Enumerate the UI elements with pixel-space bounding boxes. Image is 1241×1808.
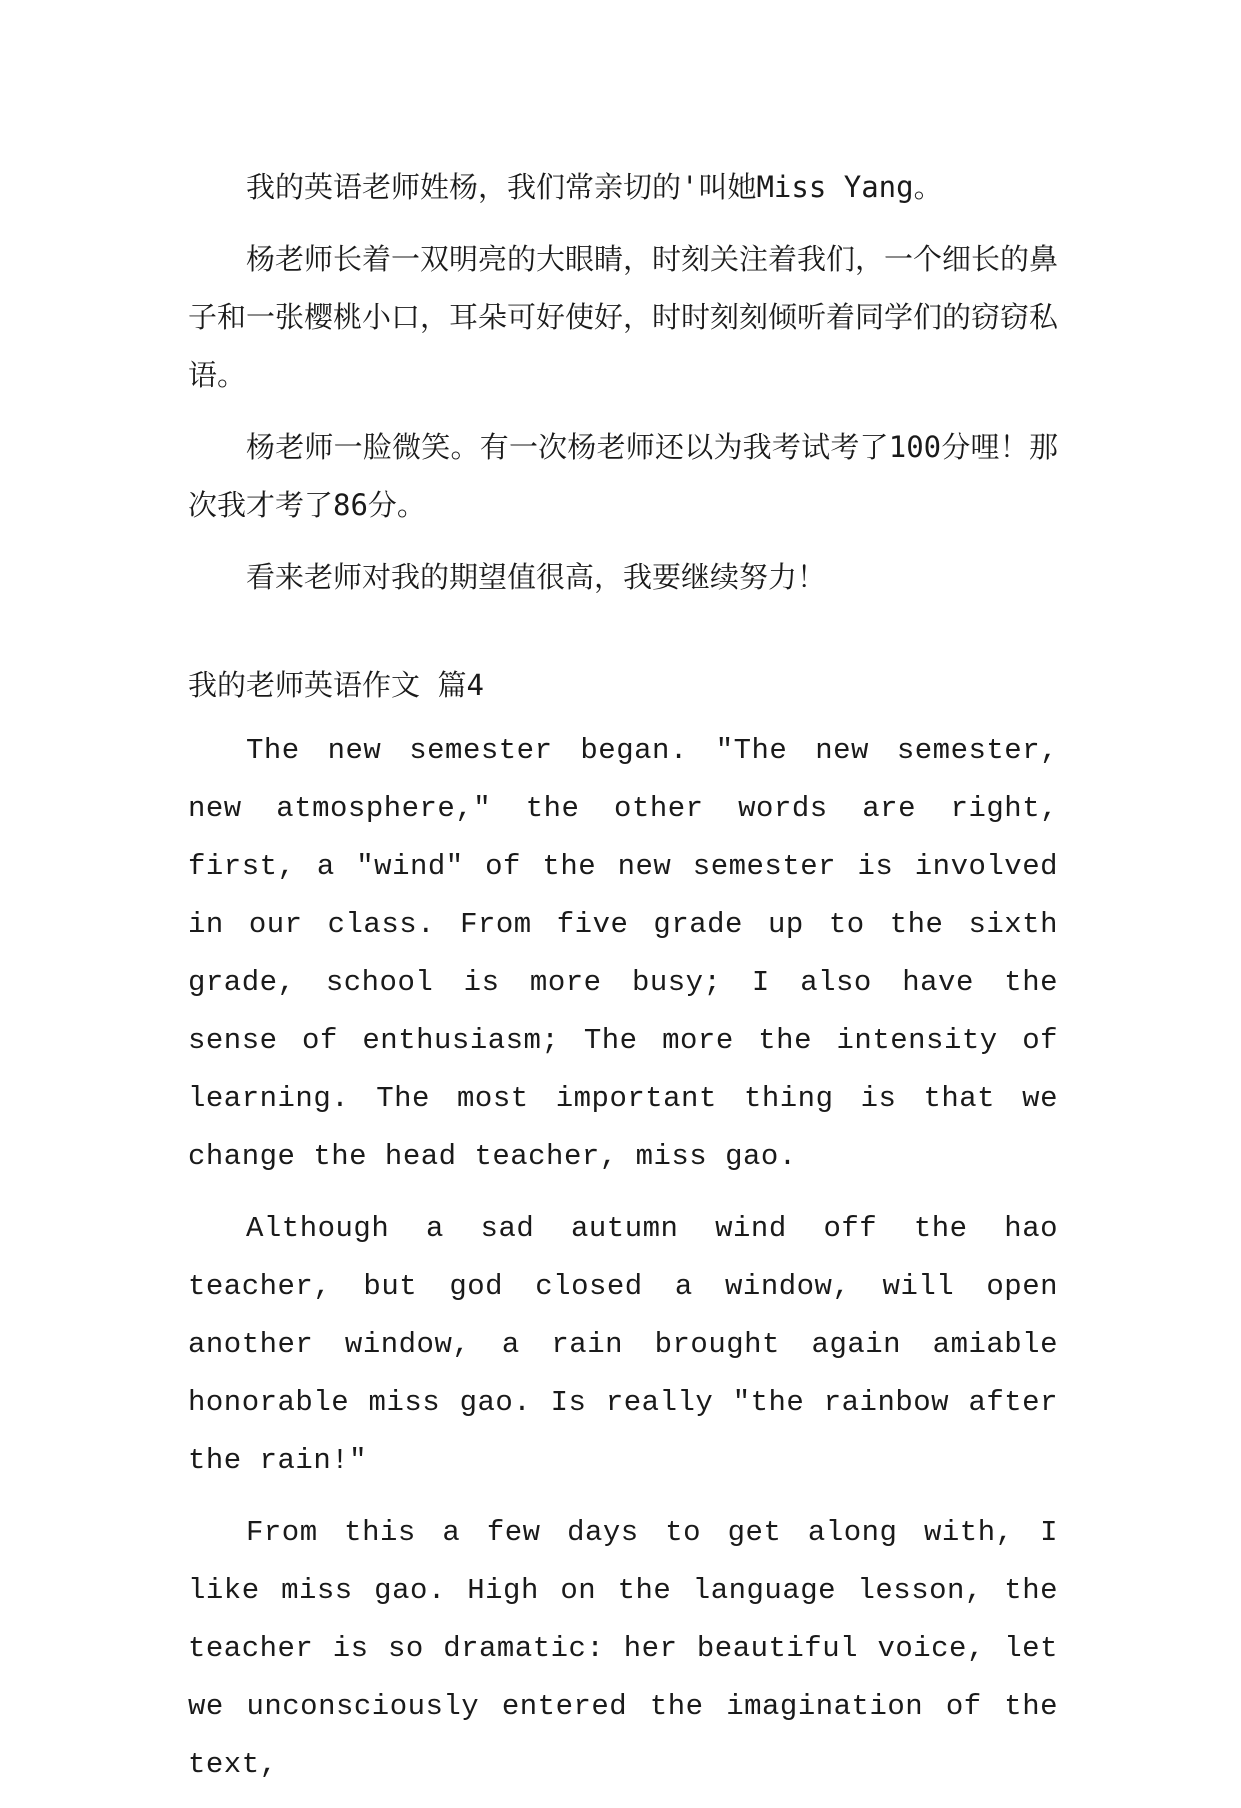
paragraph-teacher-smile: 杨老师一脸微笑。有一次杨老师还以为我考试考了100分哩！那次我才考了86分。 [188, 430, 1058, 522]
paragraph-language-lesson: From this a few days to get along with, I like miss gao. High on the language lesson, the teacher is so dramatic: her beautiful voice, let we unconsciously entered the imagination of the text, [188, 1516, 1058, 1781]
paragraph-expectation: 看来老师对我的期望值很高，我要继续努力！ [246, 560, 827, 594]
document-page [188, 158, 1058, 1808]
paragraph-new-semester: The new semester began. "The new semester, new atmosphere," the other words are right, first, a "wind" of the new semester is involved in our class. From five grade up to the sixth grade, school is more busy; I also have the sense of enthusiasm; The more the intensity of learning. The most important thing is that we change the head teacher, miss gao. [188, 734, 1058, 1173]
paragraph-autumn-wind: Although a sad autumn wind off the hao teacher, but god closed a window, will open another window, a rain brought again amiable honorable miss gao. Is really "the rainbow after the rain!" [188, 1212, 1058, 1477]
paragraph-teacher-appearance: 杨老师长着一双明亮的大眼睛，时刻关注着我们，一个细长的鼻子和一张樱桃小口，耳朵可好使好，时时刻刻倾听着同学们的窃窃私语。 [188, 242, 1059, 392]
paragraph-teacher-name: 我的英语老师姓杨，我们常亲切的'叫她Miss Yang。 [246, 170, 943, 204]
section-heading: 我的老师英语作文 篇4 [188, 668, 484, 702]
